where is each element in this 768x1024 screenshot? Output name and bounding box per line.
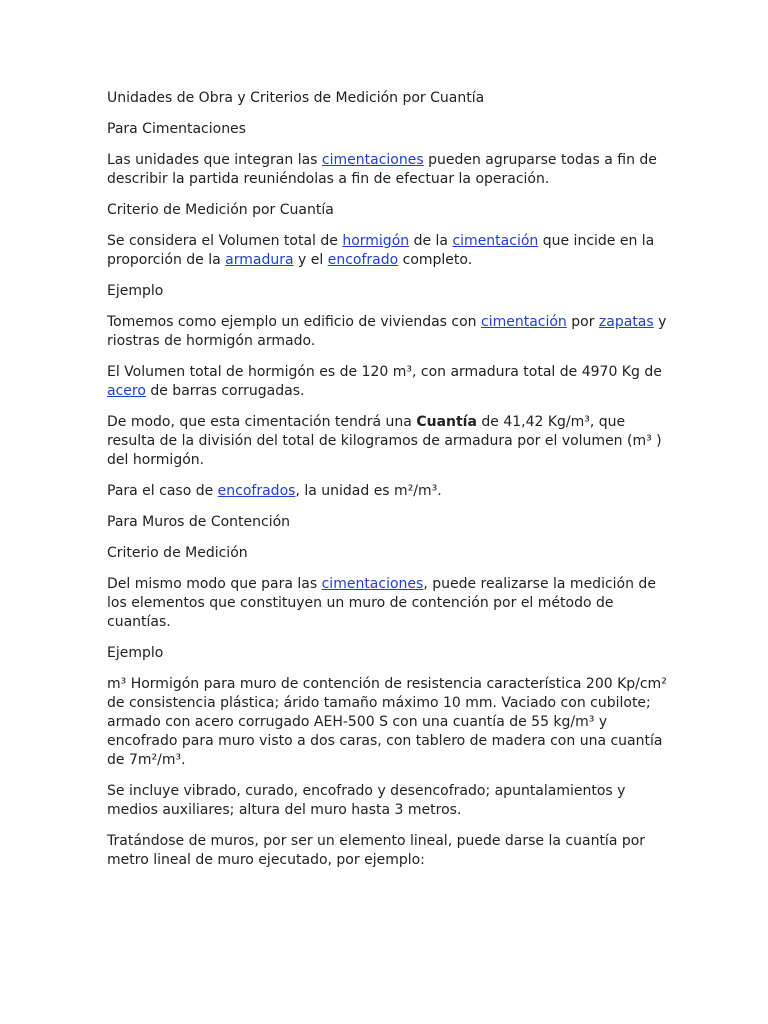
- text-run: de la: [409, 233, 453, 249]
- text-run: Las unidades que integran las: [107, 152, 322, 168]
- paragraph-tomemos: [107, 313, 667, 351]
- section-heading-cimentaciones: Para Cimentaciones: [107, 121, 246, 137]
- text-run: completo.: [398, 252, 473, 268]
- link-encofrados[interactable]: encofrados: [217, 483, 296, 499]
- subheading-criterio-medicion: Criterio de Medición: [107, 545, 248, 561]
- link-cimentaciones[interactable]: cimentaciones: [321, 152, 424, 168]
- text-run: de 41,42 Kg/m³, que resulta de la división del total de kilogramos de armadura por el volumen (m³ ) del hormigón.: [107, 414, 662, 468]
- text-run: , la unidad es m²/m³.: [295, 483, 442, 499]
- text-run: Tomemos como ejemplo un edificio de viviendas con: [107, 314, 481, 330]
- paragraph-del-mismo-modo: [107, 575, 667, 632]
- link-acero[interactable]: acero: [107, 383, 146, 399]
- paragraph-hormigon-muro: m³ Hormigón para muro de contención de resistencia característica 200 Kp/cm² de consistencia plástica; árido tamaño máximo 10 mm. Vaciado con cubilote; armado con acero corrugado AEH-500 S con una cuantía de 55 kg/m³ y encofrado para muro visto a dos caras, con tablero de madera con una cuantía de 7m²/m³.: [107, 676, 667, 768]
- document-title: Unidades de Obra y Criterios de Medición por Cuantía: [107, 90, 485, 106]
- text-run: De modo, que esta cimentación tendrá una: [107, 414, 417, 430]
- text-run: El Volumen total de hormigón es de 120 m³, con armadura total de 4970 Kg de: [107, 364, 662, 380]
- link-cimentacion[interactable]: cimentación: [452, 233, 539, 249]
- subheading-criterio-cuantia: Criterio de Medición por Cuantía: [107, 202, 334, 218]
- link-cimentaciones[interactable]: cimentaciones: [321, 576, 424, 592]
- text-run: de barras corrugadas.: [145, 383, 305, 399]
- link-cimentacion[interactable]: cimentación: [481, 314, 567, 330]
- link-encofrado[interactable]: encofrado: [327, 252, 399, 268]
- paragraph-encofrados: [107, 482, 667, 501]
- link-hormigon[interactable]: hormigón: [342, 233, 410, 249]
- paragraph-volumen-total: [107, 363, 667, 401]
- link-zapatas[interactable]: zapatas: [598, 314, 654, 330]
- paragraph-cuantia: [107, 413, 667, 470]
- text-run: por: [566, 314, 599, 330]
- bold-term-cuantia: Cuantía: [416, 414, 477, 430]
- text-run: , puede realizarse la medición de los elementos que constituyen un muro de contención por el método de cuantías.: [107, 576, 656, 630]
- text-run: y riostras de hormigón armado.: [107, 314, 667, 349]
- subheading-ejemplo: Ejemplo: [107, 283, 164, 299]
- paragraph-se-incluye: Se incluye vibrado, curado, encofrado y desencofrado; apuntalamientos y medios auxiliares; altura del muro hasta 3 metros.: [107, 783, 626, 818]
- text-run: Del mismo modo que para las: [107, 576, 322, 592]
- link-armadura[interactable]: armadura: [225, 252, 294, 268]
- text-run: pueden agruparse todas a fin de describir la partida reuniéndolas a fin de efectuar la operación.: [107, 152, 657, 187]
- text-run: que incide en la proporción de la: [107, 233, 655, 268]
- paragraph-volumen: [107, 232, 667, 270]
- section-heading-muros: Para Muros de Contención: [107, 514, 291, 530]
- text-run: Para el caso de: [107, 483, 218, 499]
- text-run: Se considera el Volumen total de: [107, 233, 343, 249]
- paragraph-tratandose: Tratándose de muros, por ser un elemento lineal, puede darse la cuantía por metro lineal de muro ejecutado, por ejemplo:: [107, 833, 646, 868]
- subheading-ejemplo-muros: Ejemplo: [107, 645, 164, 661]
- text-run: y el: [293, 252, 328, 268]
- paragraph-unidades: [107, 151, 667, 189]
